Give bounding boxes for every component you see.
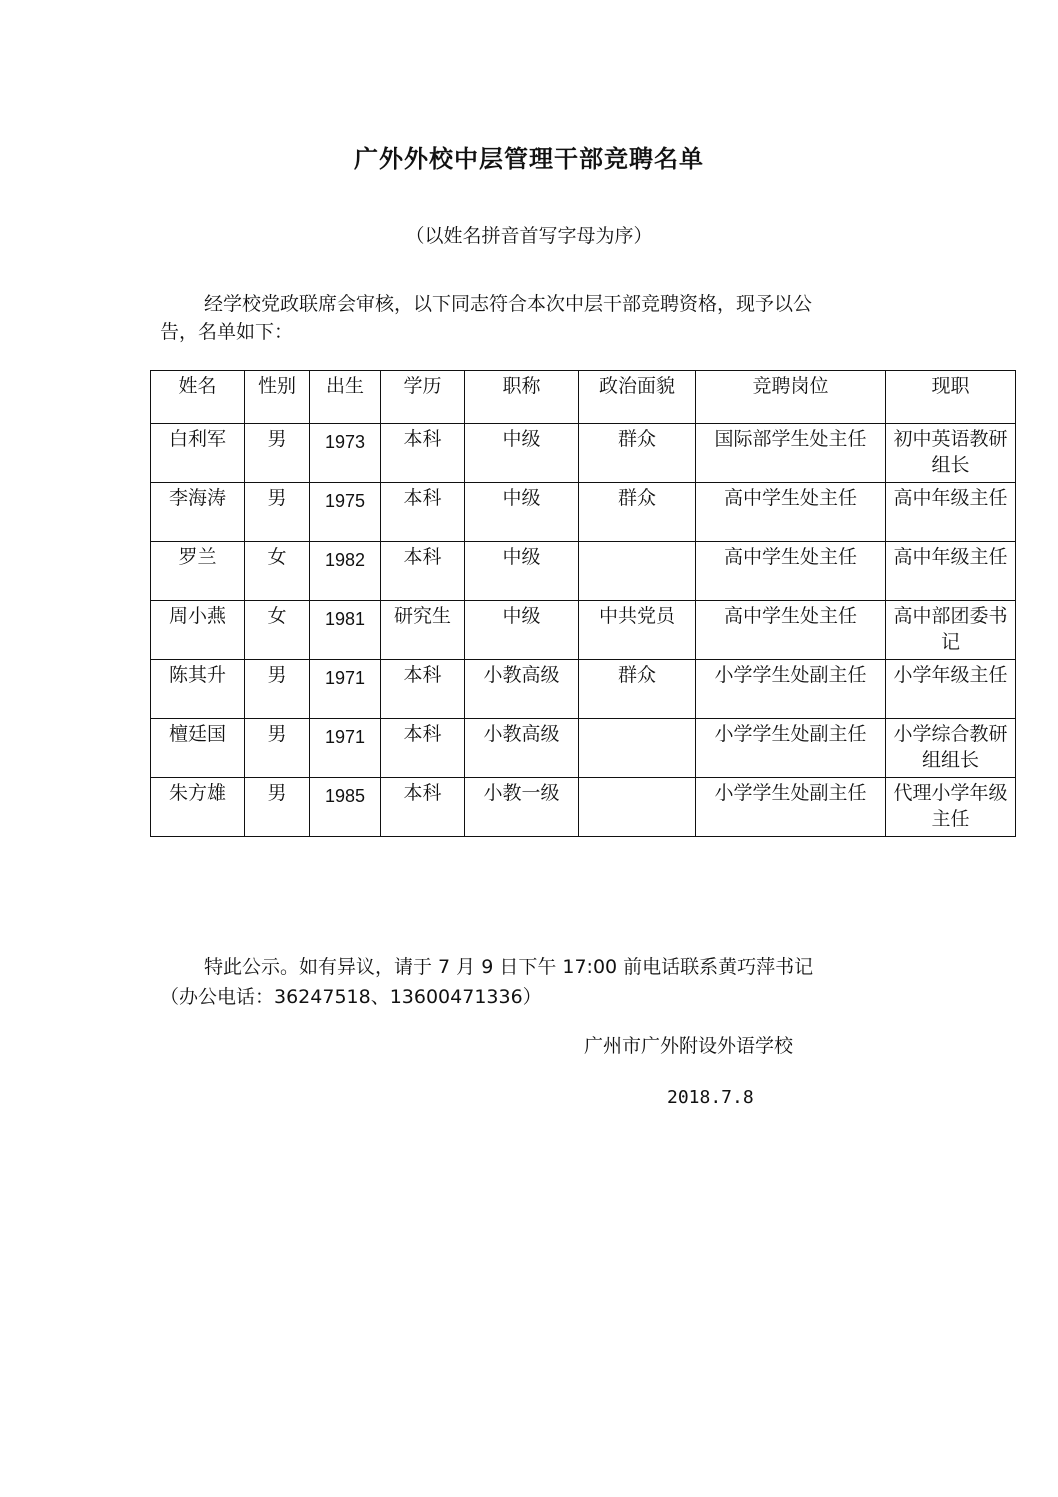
table-row [151,483,1016,542]
cell-position-applied: 高中学生处主任 [696,601,886,660]
cell-gender: 男 [245,483,310,542]
document-date: 2018.7.8 [667,1087,754,1108]
cell-political-status: 群众 [579,660,696,719]
cell-education: 本科 [381,660,465,719]
cell-current-position: 小学年级主任 [886,660,1016,719]
cell-political-status: 群众 [579,424,696,483]
cell-title: 中级 [465,542,579,601]
school-signature: 广州市广外附设外语学校 [584,1035,794,1057]
candidate-table [150,370,1016,837]
cell-political-status [579,719,696,778]
table-row [151,660,1016,719]
header-name: 姓名 [151,371,245,424]
cell-political-status [579,778,696,837]
table-row [151,601,1016,660]
cell-current-position: 高中年级主任 [886,483,1016,542]
header-position-applied: 竞聘岗位 [696,371,886,424]
table-row [151,424,1016,483]
cell-title: 中级 [465,601,579,660]
cell-name: 罗兰 [151,542,245,601]
page-subtitle: （以姓名拼音首写字母为序） [405,225,653,247]
cell-current-position: 代理小学年级主任 [886,778,1016,837]
cell-birth: 1982 [310,542,381,601]
cell-education: 本科 [381,483,465,542]
cell-position-applied: 小学学生处副主任 [696,778,886,837]
page-title: 广外外校中层管理干部竞聘名单 [354,145,704,173]
cell-position-applied: 小学学生处副主任 [696,719,886,778]
cell-birth: 1985 [310,778,381,837]
cell-position-applied: 小学学生处副主任 [696,660,886,719]
cell-gender: 男 [245,660,310,719]
cell-name: 李海涛 [151,483,245,542]
notice-line-2: （办公电话：36247518、13600471336） [160,986,542,1008]
cell-education: 本科 [381,542,465,601]
header-gender: 性别 [245,371,310,424]
cell-birth: 1973 [310,424,381,483]
cell-current-position: 高中年级主任 [886,542,1016,601]
header-current-position: 现职 [886,371,1016,424]
cell-gender: 男 [245,719,310,778]
intro-paragraph [160,290,890,346]
table-row [151,719,1016,778]
cell-education: 研究生 [381,601,465,660]
intro-line-2: 告，名单如下： [160,321,294,343]
cell-education: 本科 [381,424,465,483]
cell-gender: 女 [245,542,310,601]
header-title: 职称 [465,371,579,424]
cell-title: 小教高级 [465,660,579,719]
cell-current-position: 小学综合教研组组长 [886,719,1016,778]
cell-birth: 1981 [310,601,381,660]
table-row [151,542,1016,601]
cell-political-status: 群众 [579,483,696,542]
cell-birth: 1971 [310,660,381,719]
cell-education: 本科 [381,778,465,837]
table-header-row [151,371,1016,424]
cell-title: 小教高级 [465,719,579,778]
cell-title: 中级 [465,424,579,483]
cell-current-position: 高中部团委书记 [886,601,1016,660]
header-birth: 出生 [310,371,381,424]
cell-political-status [579,542,696,601]
cell-gender: 男 [245,424,310,483]
cell-gender: 男 [245,778,310,837]
notice-paragraph [160,952,900,1012]
cell-position-applied: 国际部学生处主任 [696,424,886,483]
cell-title: 小教一级 [465,778,579,837]
cell-name: 陈其升 [151,660,245,719]
table-row [151,778,1016,837]
header-education: 学历 [381,371,465,424]
cell-gender: 女 [245,601,310,660]
cell-position-applied: 高中学生处主任 [696,483,886,542]
cell-birth: 1971 [310,719,381,778]
notice-line-1: 特此公示。如有异议，请于 7 月 9 日下午 17:00 前电话联系黄巧萍书记 [204,956,814,978]
cell-name: 朱方雄 [151,778,245,837]
cell-title: 中级 [465,483,579,542]
cell-political-status: 中共党员 [579,601,696,660]
cell-name: 檀廷国 [151,719,245,778]
cell-birth: 1975 [310,483,381,542]
cell-education: 本科 [381,719,465,778]
cell-name: 白利军 [151,424,245,483]
cell-position-applied: 高中学生处主任 [696,542,886,601]
cell-current-position: 初中英语教研组长 [886,424,1016,483]
intro-line-1: 经学校党政联席会审核，以下同志符合本次中层干部竞聘资格，现予以公 [204,293,813,315]
header-political-status: 政治面貌 [579,371,696,424]
cell-name: 周小燕 [151,601,245,660]
